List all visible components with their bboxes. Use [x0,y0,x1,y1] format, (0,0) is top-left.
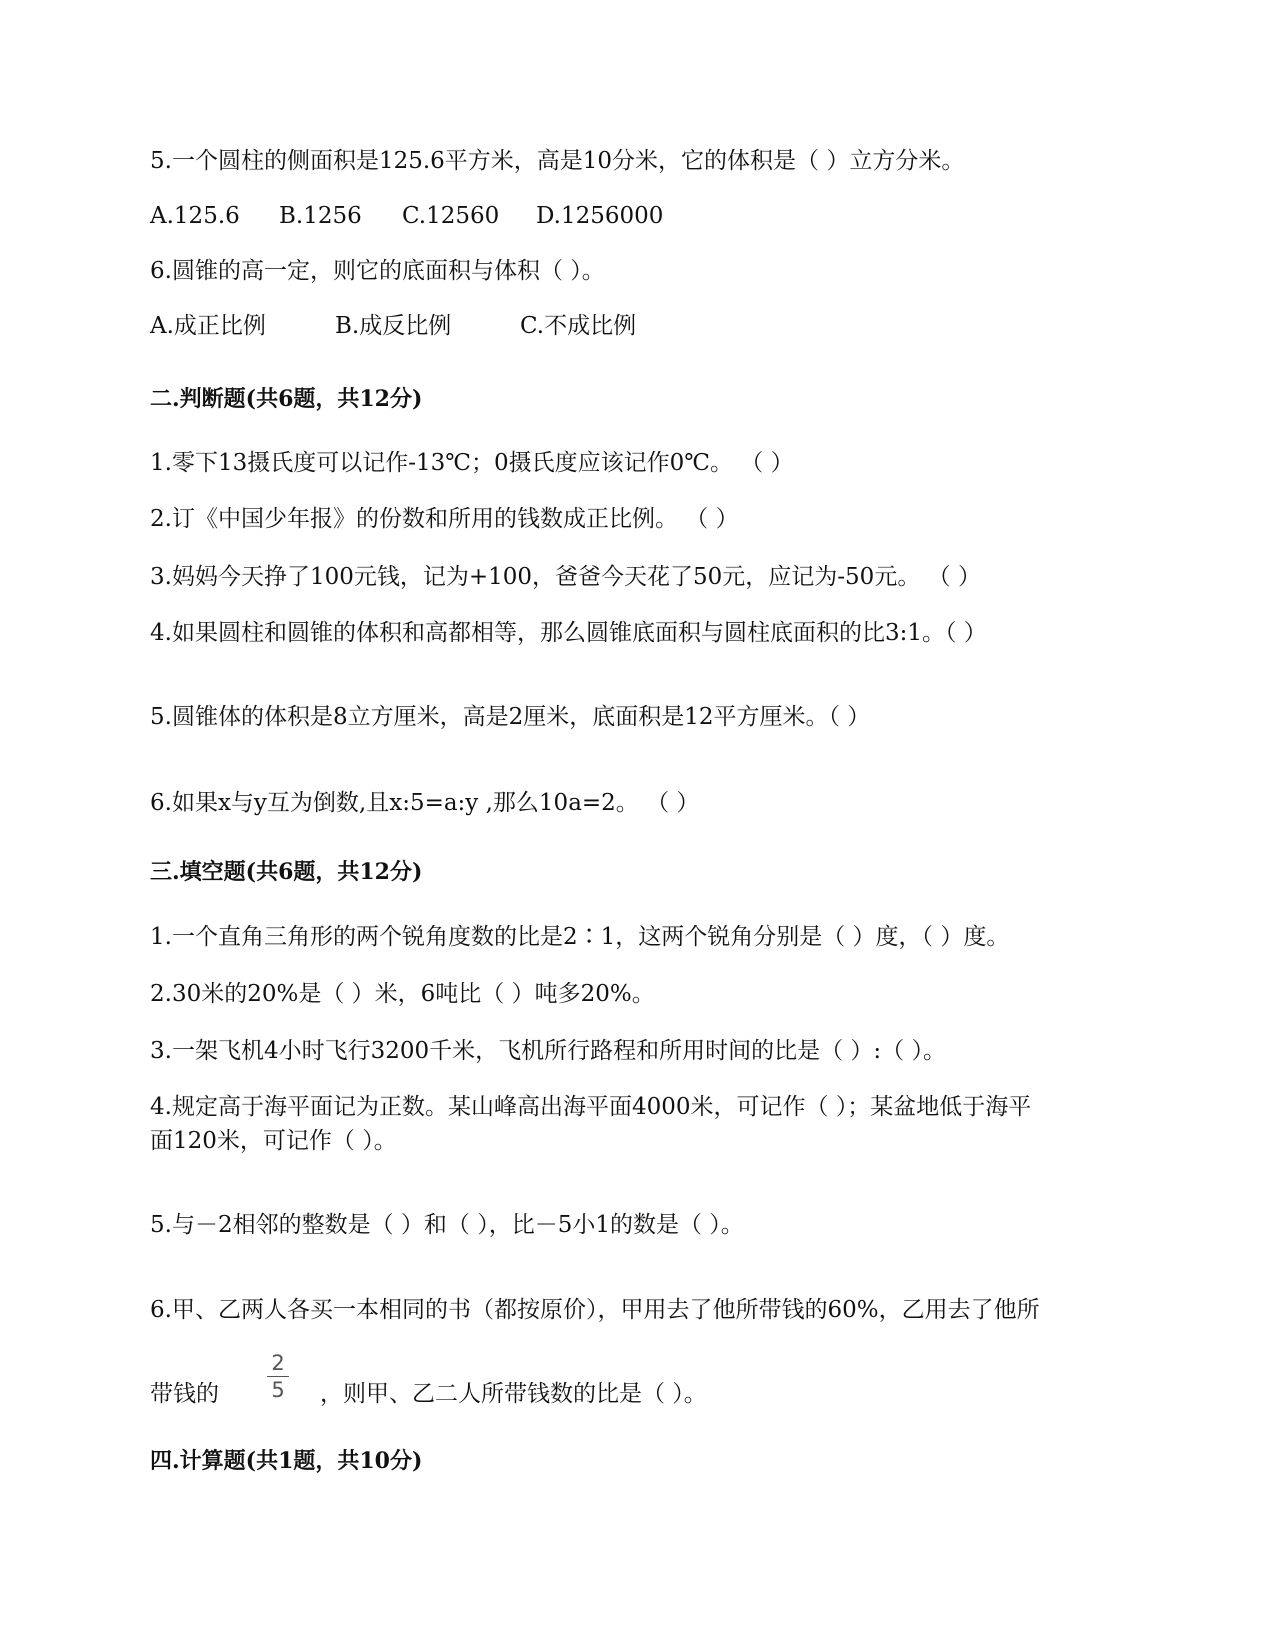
q6-option-c: C.不成比例 [520,313,637,339]
fraction-denominator: 5 [271,1378,285,1402]
section-3-heading: 三.填空题(共6题，共12分) [150,859,423,885]
fraction-two-fifths [258,1350,298,1403]
judge-item-5: 5.圆锥体的体积是8立方厘米，高是2厘米，底面积是12平方厘米。（ ） [150,704,871,730]
question-5-text: 5.一个圆柱的侧面积是125.6平方米，高是10分米，它的体积是（ ）立方分米。 [150,148,965,174]
section-2-heading: 二.判断题(共6题，共12分) [150,386,423,412]
fill-item-4-line-2: 面120米，可记作（ ）。 [150,1128,397,1154]
section-4-heading: 四.计算题(共1题，共10分) [150,1448,423,1474]
q6-option-a: A.成正比例 [150,313,266,339]
fill-item-6-line-2-prefix: 带钱的 [150,1381,219,1407]
fill-item-6-line-1: 6.甲、乙两人各买一本相同的书（都按原价），甲用去了他所带钱的60%，乙用去了他所 [150,1297,1040,1323]
fill-item-5: 5.与－2相邻的整数是（ ）和（ ），比－5小1的数是（ ）。 [150,1212,744,1238]
fill-item-3: 3.一架飞机4小时飞行3200千米，飞机所行路程和所用时间的比是（ ）:（ ）。 [150,1038,946,1064]
q5-option-c: C.12560 [402,203,500,229]
judge-item-2: 2.订《中国少年报》的份数和所用的钱数成正比例。 （ ） [150,506,739,532]
fill-item-1: 1.一个直角三角形的两个锐角度数的比是2∶1，这两个锐角分别是（ ）度，（ ）度。 [150,924,1010,950]
judge-item-1: 1.零下13摄氏度可以记作-13℃；0摄氏度应该记作0℃。 （ ） [150,450,794,476]
fill-item-6-line-2-suffix: ，则甲、乙二人所带钱数的比是（ ）。 [320,1381,707,1407]
fill-item-2: 2.30米的20%是（ ）米，6吨比（ ）吨多20%。 [150,981,655,1007]
q5-option-a: A.125.6 [150,203,240,229]
judge-item-4: 4.如果圆柱和圆锥的体积和高都相等，那么圆锥底面积与圆柱底面积的比3:1。（ ） [150,620,987,646]
judge-item-3: 3.妈妈今天挣了100元钱，记为+100，爸爸今天花了50元，应记为-50元。 （ ） [150,564,981,590]
judge-item-6: 6.如果x与y互为倒数,且x:5=a:y ,那么10a=2。 （ ） [150,790,700,816]
question-6-text: 6.圆锥的高一定，则它的底面积与体积（ ）。 [150,258,605,284]
fraction-bar [267,1376,289,1377]
q6-option-b: B.成反比例 [335,313,452,339]
fraction-numerator: 2 [271,1351,285,1375]
q5-option-d: D.1256000 [536,203,664,229]
fill-item-4-line-1: 4.规定高于海平面记为正数。某山峰高出海平面4000米，可记作（ ）；某盆地低于海平 [150,1094,1032,1120]
q5-option-b: B.1256 [279,203,362,229]
